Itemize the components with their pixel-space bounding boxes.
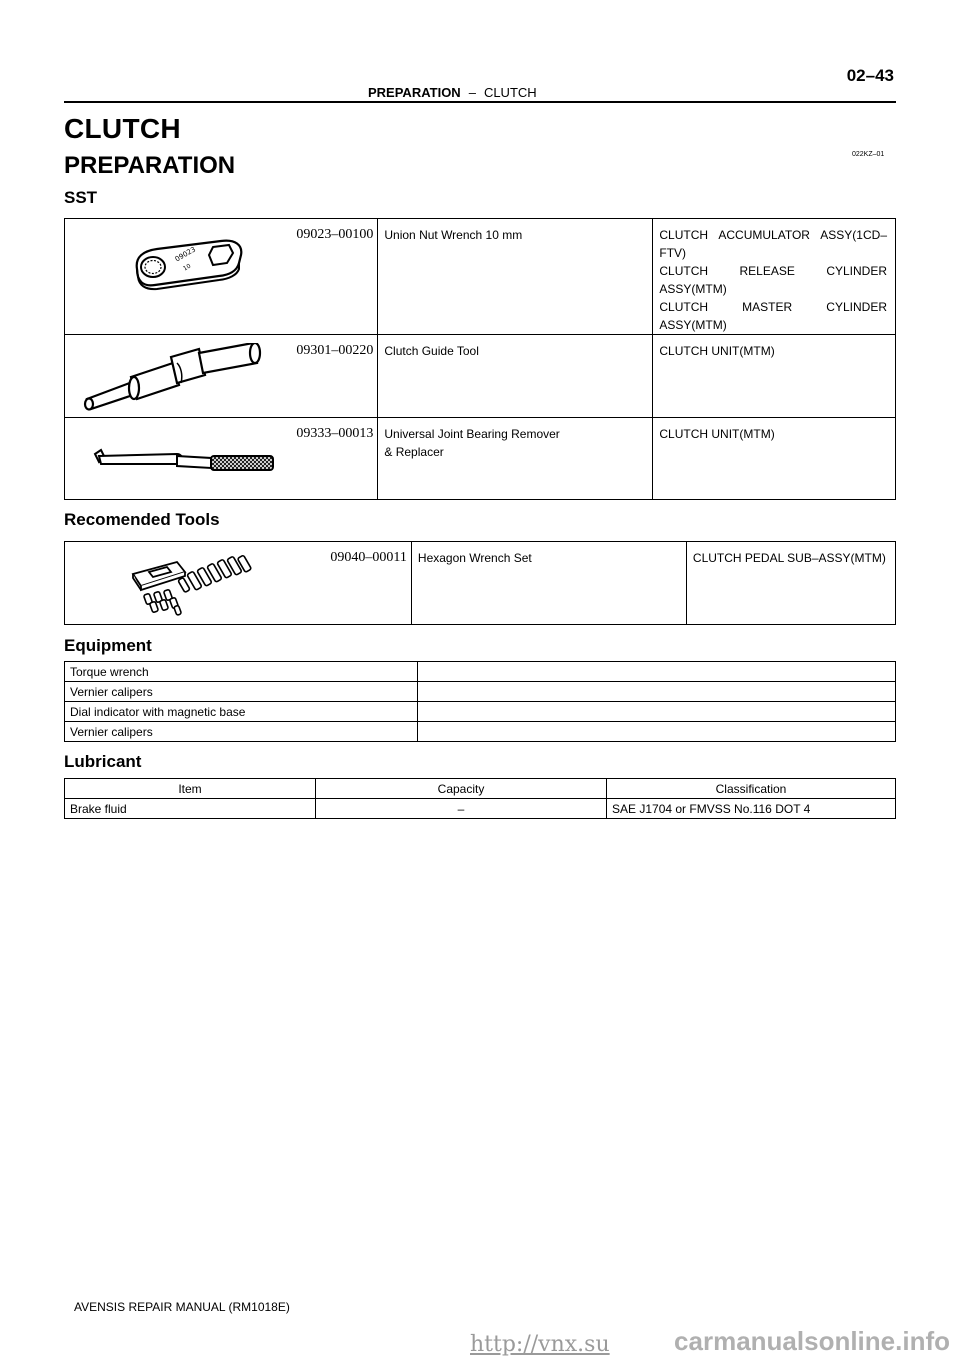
part-number: 09333–00013 <box>296 426 374 441</box>
document-code: 022KZ–01 <box>852 151 885 158</box>
footer-manual: AVENSIS REPAIR MANUAL (RM1018E) <box>74 1300 290 1314</box>
lubricant-heading: Lubricant <box>64 752 142 771</box>
usage-line: CLUTCH UNIT(MTM) <box>659 427 775 441</box>
table-row <box>65 418 896 500</box>
equipment-note <box>418 682 896 702</box>
page-title: CLUTCH <box>64 113 181 144</box>
bearing-replacer-icon <box>91 446 281 476</box>
usage-line: CLUTCH MASTER CYLINDER ASSY(MTM) <box>659 300 887 332</box>
header-rule <box>64 101 896 103</box>
column-header: Item <box>65 779 316 799</box>
sst-table <box>64 218 896 500</box>
tool-name: Hexagon Wrench Set <box>411 542 686 625</box>
sst-heading: SST <box>64 188 98 207</box>
table-header-row <box>65 779 896 799</box>
recommended-tools-table <box>64 541 896 625</box>
equipment-heading: Equipment <box>64 636 152 655</box>
equipment-item: Vernier calipers <box>65 722 418 742</box>
table-row <box>65 662 896 682</box>
equipment-note <box>418 662 896 682</box>
page-number: 02–43 <box>846 66 894 85</box>
svg-text:09023: 09023 <box>173 245 198 264</box>
equipment-item: Vernier calipers <box>65 682 418 702</box>
tool-image-cell <box>65 542 412 625</box>
header-separator: – <box>468 85 476 100</box>
column-header: Classification <box>607 779 896 799</box>
part-number: 09040–00011 <box>330 550 407 565</box>
table-row <box>65 799 896 819</box>
section-title: PREPARATION <box>64 152 236 179</box>
table-row <box>65 682 896 702</box>
lubricant-table <box>64 778 896 819</box>
lubricant-item: Brake fluid <box>65 799 316 819</box>
clutch-guide-tool-icon <box>83 343 283 413</box>
table-row <box>65 335 896 418</box>
tool-image-cell <box>65 418 378 500</box>
equipment-item: Dial indicator with magnetic base <box>65 702 418 722</box>
watermark-site: carmanualsonline.info <box>674 1326 950 1356</box>
equipment-note <box>418 702 896 722</box>
part-number: 09301–00220 <box>296 343 374 358</box>
usage-line: CLUTCH RELEASE CYLINDER ASSY(MTM) <box>659 264 887 296</box>
lubricant-classification: SAE J1704 or FMVSS No.116 DOT 4 <box>607 799 896 819</box>
table-row <box>65 702 896 722</box>
tool-usage <box>653 335 896 418</box>
tool-name <box>378 418 653 500</box>
tool-image-cell <box>65 335 378 418</box>
tool-usage: CLUTCH PEDAL SUB–ASSY(MTM) <box>686 542 895 625</box>
running-header <box>368 85 537 100</box>
hexagon-wrench-set-icon <box>129 554 259 618</box>
equipment-table <box>64 661 896 742</box>
recommended-tools-heading: Recomended Tools <box>64 510 220 529</box>
usage-line: CLUTCH ACCUMULATOR ASSY(1CD–FTV) <box>659 228 887 260</box>
part-number: 09023–00100 <box>296 227 374 242</box>
tool-name-line: & Replacer <box>384 445 444 459</box>
usage-line: CLUTCH UNIT(MTM) <box>659 344 775 358</box>
equipment-note <box>418 722 896 742</box>
header-section: PREPARATION <box>368 85 461 100</box>
lubricant-capacity: – <box>316 799 607 819</box>
table-row <box>65 219 896 335</box>
equipment-item: Torque wrench <box>65 662 418 682</box>
table-row <box>65 722 896 742</box>
column-header: Capacity <box>316 779 607 799</box>
svg-text:10: 10 <box>182 262 193 273</box>
tool-name: Union Nut Wrench 10 mm <box>378 219 653 335</box>
header-subsection: CLUTCH <box>483 85 537 100</box>
watermark-link[interactable]: http://vnx.su <box>470 1332 610 1357</box>
tool-name: Clutch Guide Tool <box>378 335 653 418</box>
tool-name-line: Universal Joint Bearing Remover <box>384 427 560 441</box>
union-nut-wrench-icon <box>129 233 249 293</box>
tool-image-cell <box>65 219 378 335</box>
table-row <box>65 542 896 625</box>
tool-usage <box>653 219 896 335</box>
tool-usage <box>653 418 896 500</box>
